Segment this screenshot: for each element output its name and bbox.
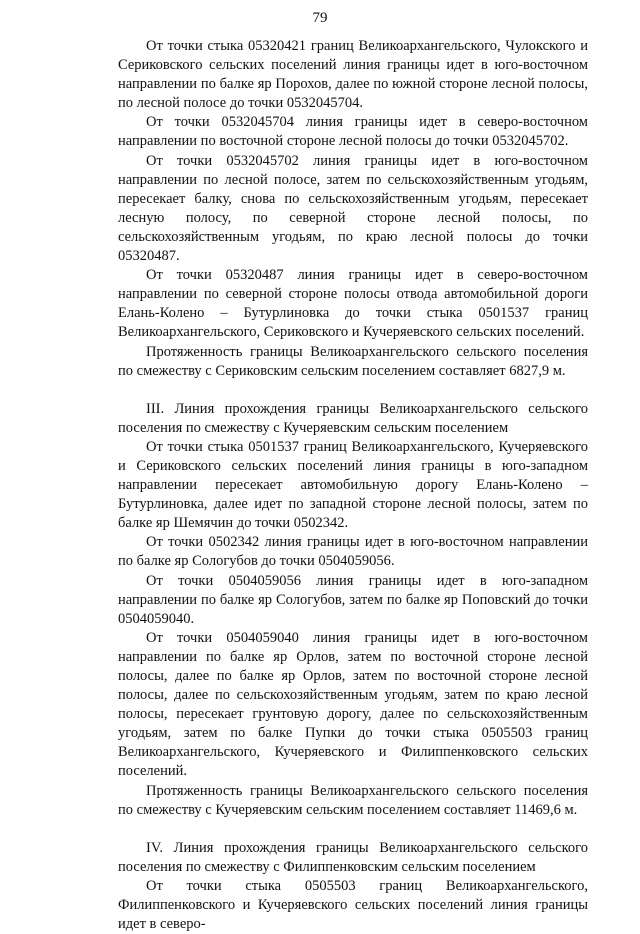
section-heading: IV. Линия прохождения границы Великоархангельского сельского поселения по смежеству с Филиппенковским сельским поселением bbox=[118, 839, 588, 875]
page-number: 79 bbox=[312, 10, 328, 26]
paragraph: От точки стыка 05320421 границ Великоархангельского, Чулокского и Сериковского сельских поселений линия границы идет в юго-восточном направлении по балке яр Порохов, далее по южной стороне лесной полосы, по лесной полосе до точки 0532045704. bbox=[118, 38, 588, 112]
paragraph: От точки 0532045702 линия границы идет в юго-восточном направлении по лесной полосе, затем по сельскохозяйственным угодьям, пересекает балку, снова по сельскохозяйственным угодьям, пересекает лесную полосу, по северной стороне лесной полосы, по сельскохозяйственным угодьям, по краю лесной полосы до точки 05320487. bbox=[118, 152, 588, 265]
paragraph: От точки 0502342 линия границы идет в юго-восточном направлении по балке яр Сологубов до точки 0504059056. bbox=[118, 534, 588, 570]
paragraph: От точки 05320487 линия границы идет в северо-восточном направлении по северной стороне полосы отвода автомобильной дороги Елань-Колено – Бутурлиновка до точки стыка 0501537 границ Великоархангельского, Сериковского и Кучеряевского сельских поселений. bbox=[118, 267, 588, 341]
paragraph: От точки стыка 0501537 границ Великоархангельского, Кучеряевского и Сериковского сельских поселений линия границы в юго-западном направлении пересекает автомобильную дорогу Елань-Колено – Бутурлиновка, далее идет по западной стороне лесной полосы, затем по балке яр Шемячин до точки 0502342. bbox=[118, 438, 588, 532]
document-body bbox=[118, 37, 588, 934]
paragraph: Протяженность границы Великоархангельского сельского поселения по смежеству с Кучеряевским сельским поселением составляет 11469,6 м. bbox=[118, 782, 588, 818]
section-spacer bbox=[118, 820, 588, 839]
section-spacer bbox=[118, 381, 588, 400]
paragraph: От точки 0532045704 линия границы идет в северо-восточном направлении по восточной стороне лесной полосы до точки 0532045702. bbox=[118, 114, 588, 150]
paragraph: От точки 0504059056 линия границы идет в юго-западном направлении по балке яр Сологубов, затем по балке яр Поповский до точки 0504059040. bbox=[118, 572, 588, 627]
paragraph: От точки стыка 0505503 границ Великоархангельского, Филиппенковского и Кучеряевского сельских поселений линия границы идет в северо- bbox=[118, 877, 588, 933]
paragraph: От точки 0504059040 линия границы идет в юго-восточном направлении по балке яр Орлов, затем по восточной стороне лесной полосы, далее по балке яр Орлов, затем по восточной стороне лесной полосы, далее по сельскохозяйственным угодьям, затем по краю лесной полосы, пересекает грунтовую дорогу, далее по сельскохозяйственным угодьям, затем по балке Пупки до точки стыка 0505503 границ Великоархангельского, Кучеряевского и Филиппенковского сельских поселений. bbox=[118, 629, 588, 780]
paragraph: Протяженность границы Великоархангельского сельского поселения по смежеству с Сериковским сельским поселением составляет 6827,9 м. bbox=[118, 343, 588, 379]
section-heading: III. Линия прохождения границы Великоархангельского сельского поселения по смежеству с Кучеряевским сельским поселением bbox=[118, 400, 588, 436]
